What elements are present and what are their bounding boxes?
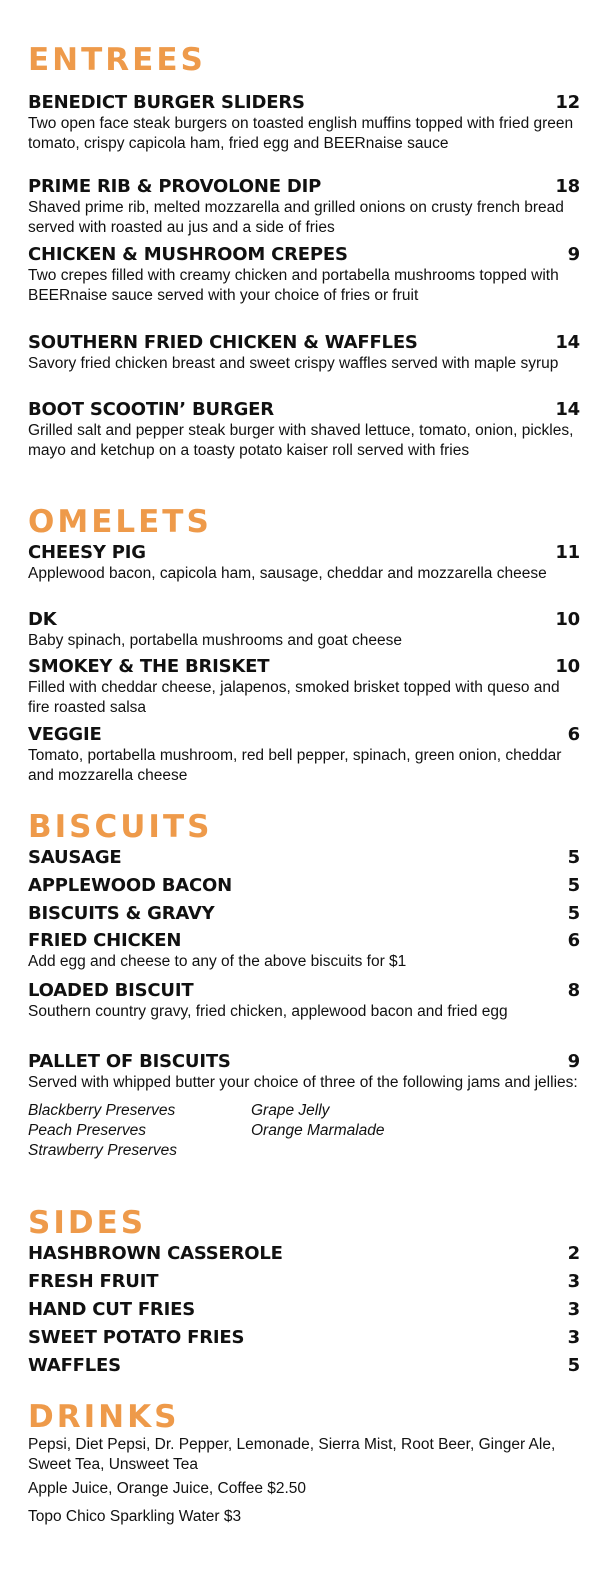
item-price: 18 (555, 176, 580, 197)
item-description: Add egg and cheese to any of the above biscuits for $1 (28, 953, 407, 970)
item-description: Savory fried chicken breast and sweet crispy waffles served with maple syrup (28, 355, 559, 372)
menu-item (28, 724, 580, 786)
item-name: PRIME RIB & PROVOLONE DIP (28, 176, 322, 197)
jam-option: Strawberry Preserves (28, 1142, 178, 1159)
item-description: Applewood bacon, capicola ham, sausage, cheddar and mozzarella cheese (28, 565, 547, 582)
item-price: 10 (555, 656, 580, 677)
drinks-line: Apple Juice, Orange Juice, Coffee $2.50 (28, 1480, 307, 1497)
jam-option: Peach Preserves (28, 1122, 147, 1139)
omelets-section (28, 505, 580, 786)
menu-item (28, 1355, 580, 1377)
section-title-entrees: ENTREES (28, 42, 206, 78)
item-price: 5 (567, 847, 580, 868)
item-name: CHICKEN & MUSHROOM CREPES (28, 244, 348, 265)
menu-item (28, 1051, 580, 1161)
item-price: 3 (567, 1271, 580, 1292)
jam-option: Blackberry Preserves (28, 1102, 176, 1119)
section-title-biscuits: BISCUITS (28, 809, 213, 845)
item-name: APPLEWOOD BACON (28, 875, 232, 896)
menu-item (28, 609, 580, 656)
item-description: Tomato, portabella mushroom, red bell pepper, spinach, green onion, cheddar and mozzarella cheese (28, 747, 562, 784)
item-name: HAND CUT FRIES (28, 1299, 195, 1320)
item-price: 9 (567, 244, 580, 265)
item-name: LOADED BISCUIT (28, 980, 194, 1001)
item-price: 10 (555, 609, 580, 630)
item-name: WAFFLES (28, 1355, 121, 1376)
item-name: PALLET OF BISCUITS (28, 1051, 231, 1072)
jam-option: Grape Jelly (251, 1102, 330, 1119)
item-price: 5 (567, 1355, 580, 1376)
menu-item (28, 656, 580, 724)
menu-item (28, 244, 580, 332)
item-price: 5 (567, 903, 580, 924)
item-name: BISCUITS & GRAVY (28, 903, 215, 924)
section-title-omelets: OMELETS (28, 504, 212, 540)
biscuits-section (28, 810, 580, 1161)
item-name: VEGGIE (28, 724, 102, 745)
jam-option: Orange Marmalade (251, 1122, 385, 1139)
item-price: 6 (567, 724, 580, 745)
item-price: 11 (555, 542, 580, 563)
menu-item (28, 1327, 580, 1355)
menu-item (28, 1271, 580, 1299)
item-price: 5 (567, 875, 580, 896)
menu-item (28, 176, 580, 244)
menu-item (28, 875, 580, 903)
item-price: 14 (555, 399, 580, 420)
entrees-section (28, 43, 580, 461)
item-name: BENEDICT BURGER SLIDERS (28, 92, 305, 113)
item-price: 8 (567, 980, 580, 1001)
item-price: 2 (567, 1243, 580, 1264)
drinks-line: Topo Chico Sparkling Water $3 (28, 1508, 242, 1525)
item-price: 3 (567, 1299, 580, 1320)
section-title-sides: SIDES (28, 1205, 147, 1241)
drinks-section (28, 1400, 580, 1527)
item-price: 6 (567, 930, 580, 951)
item-name: SWEET POTATO FRIES (28, 1327, 245, 1348)
menu-item (28, 92, 580, 176)
menu-item (28, 1299, 580, 1327)
item-price: 14 (555, 332, 580, 353)
item-price: 9 (567, 1051, 580, 1072)
menu-item (28, 903, 580, 930)
sides-section (28, 1206, 580, 1377)
item-price: 12 (555, 92, 580, 113)
jam-list (28, 1101, 580, 1161)
item-name: BOOT SCOOTIN’ BURGER (28, 399, 274, 420)
section-title-drinks: DRINKS (28, 1399, 180, 1435)
menu-item (28, 930, 580, 980)
menu-item (28, 847, 580, 875)
menu-item (28, 542, 580, 609)
item-description: Shaved prime rib, melted mozzarella and grilled onions on crusty french bread served with roasted au jus and a side of fries (28, 199, 564, 236)
item-name: CHEESY PIG (28, 542, 146, 563)
item-price: 3 (567, 1327, 580, 1348)
item-name: DK (28, 609, 57, 630)
item-name: SOUTHERN FRIED CHICKEN & WAFFLES (28, 332, 418, 353)
item-description: Two crepes filled with creamy chicken and portabella mushrooms topped with BEERnaise sauce served with your choice of fries or fruit (28, 267, 559, 304)
item-description: Southern country gravy, fried chicken, applewood bacon and fried egg (28, 1003, 508, 1020)
item-name: FRESH FRUIT (28, 1271, 159, 1292)
menu-item (28, 1243, 580, 1271)
menu-item (28, 332, 580, 399)
item-name: SMOKEY & THE BRISKET (28, 656, 270, 677)
item-description: Grilled salt and pepper steak burger with shaved lettuce, tomato, onion, pickles, mayo and ketchup on a toasty potato kaiser roll served with fries (28, 422, 574, 459)
item-description: Two open face steak burgers on toasted english muffins topped with fried green tomato, crispy capicola ham, fried egg and BEERnaise sauce (28, 115, 574, 152)
item-name: FRIED CHICKEN (28, 930, 182, 951)
drinks-line: Pepsi, Diet Pepsi, Dr. Pepper, Lemonade, Sierra Mist, Root Beer, Ginger Ale, Sweet Tea, Unsweet Tea (28, 1436, 556, 1473)
menu-item (28, 980, 580, 1051)
item-description: Baby spinach, portabella mushrooms and goat cheese (28, 632, 402, 649)
item-name: HASHBROWN CASSEROLE (28, 1243, 283, 1264)
item-name: SAUSAGE (28, 847, 122, 868)
item-description: Served with whipped butter your choice of three of the following jams and jellies: (28, 1074, 578, 1091)
menu-item (28, 399, 580, 461)
item-description: Filled with cheddar cheese, jalapenos, smoked brisket topped with queso and fire roasted salsa (28, 679, 560, 716)
jam-option (251, 1141, 451, 1161)
